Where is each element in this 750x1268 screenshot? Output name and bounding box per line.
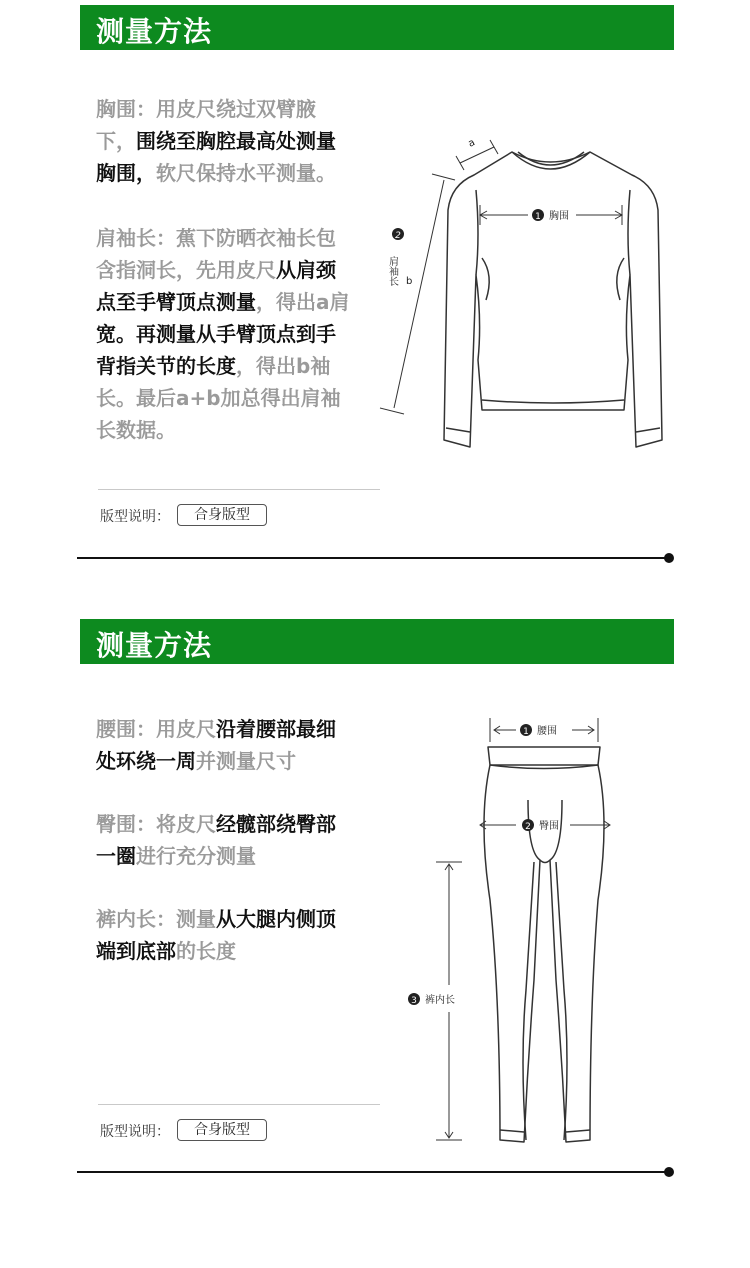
section-title: 测量方法 [96, 15, 213, 48]
section-end-line [77, 1171, 669, 1173]
fit-tag: 合身版型 [177, 1119, 267, 1141]
marker-2-number: 2 [525, 822, 531, 832]
sleeve-instruction: 肩袖长：蕉下防晒衣袖长包 含指洞长，先用皮尺从肩颈 点至手臂顶点测量，得出a肩 宽。再测量从手臂顶点到手 背指关节的长度，得出b袖 长。最后a+b加总得出肩袖 长数据。 [96, 226, 350, 442]
hip-instruction: 臀围：将皮尺经髋部绕臀部 一圈进行充分测量 [96, 812, 336, 868]
waist-instruction: 腰围：用皮尺沿着腰部最细 处环绕一周并测量尺寸 [96, 717, 336, 773]
fit-label: 版型说明： [100, 1124, 170, 1140]
chest-instruction: 胸围：用皮尺绕过双臂腋 下，围绕至胸腔最高处测量 胸围，软尺保持水平测量。 [96, 97, 336, 185]
fit-tag: 合身版型 [177, 504, 267, 526]
letter-a: a [466, 137, 477, 150]
section-title: 测量方法 [96, 629, 213, 662]
sleeve-label: 肩袖长 [386, 256, 398, 286]
marker-3-number: 3 [411, 996, 417, 1006]
inseam-instruction: 裤内长：测量从大腿内侧顶 端到底部的长度 [96, 907, 336, 963]
marker-1-number: 1 [523, 727, 529, 737]
marker-1-number: 1 [535, 212, 541, 222]
waist-label: 腰围 [537, 726, 557, 737]
section-end-dot [664, 1167, 674, 1177]
fit-label: 版型说明： [100, 509, 170, 525]
inseam-label: 裤内长 [425, 995, 455, 1006]
marker-2-number: 2 [395, 231, 401, 241]
chest-label: 胸围 [549, 211, 569, 222]
hip-label: 臀围 [539, 821, 559, 832]
letter-b: b [406, 276, 413, 287]
